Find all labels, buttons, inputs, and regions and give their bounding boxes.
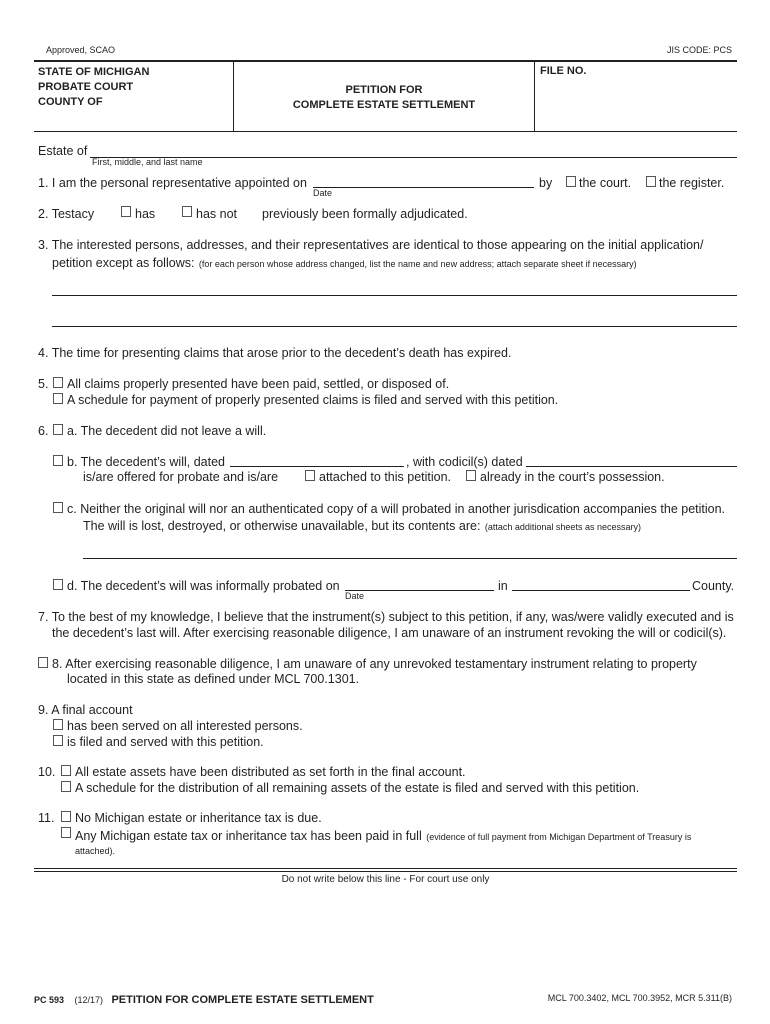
estate-name-caption: First, middle, and last name xyxy=(92,157,203,167)
item10-opt-b: A schedule for the distribution of all remaining assets of the estate is filed and served with this petition. xyxy=(75,781,640,795)
footer-refs: MCL 700.3402, MCL 700.3952, MCR 5.311(B) xyxy=(547,993,732,1003)
item1-court-label: the court. xyxy=(579,176,632,190)
item6c-answer-line[interactable] xyxy=(83,558,737,559)
item6c-line2: The will is lost, destroyed, or otherwise unavailable, but its contents are: (attach additional sheets as necessary) xyxy=(83,519,641,533)
item2-has-label: has xyxy=(135,207,156,221)
item9-opt-b: is filed and served with this petition. xyxy=(67,735,264,749)
item1-date-caption: Date xyxy=(313,188,333,198)
item5-num: 5. xyxy=(38,377,49,391)
item6d-in: in xyxy=(498,579,508,593)
form-title-line1: PETITION FOR xyxy=(345,84,423,96)
item8-line2: located in this state as defined under MCL 700.1301. xyxy=(67,672,360,686)
item11-note-end: attached). xyxy=(75,846,116,856)
item9-opt-a-checkbox[interactable] xyxy=(53,719,63,730)
item7-line2: the decedent’s last will. After exercising reasonable diligence, I am unaware of an instrument revoking the will or codicil(s). xyxy=(52,626,727,640)
court-use-label: Do not write below this line - For court use only xyxy=(281,874,490,885)
item8-checkbox[interactable] xyxy=(38,657,48,668)
court-use-rule-bottom xyxy=(34,871,737,872)
footer-form-no: PC 593 xyxy=(34,995,65,1005)
form-title xyxy=(234,83,534,113)
item2-has-checkbox[interactable] xyxy=(121,206,131,217)
item6d-county: County. xyxy=(692,579,735,593)
footer-form-id xyxy=(34,990,374,1008)
item2-has-not-label: has not xyxy=(196,207,238,221)
item3-line2: petition except as follows: (for each person whose address changed, list the name and new address; attach separate sheet if necessary) xyxy=(52,256,637,270)
header-bottom-rule xyxy=(34,131,737,132)
item6b-checkbox[interactable] xyxy=(53,455,63,466)
item10-opt-a-checkbox[interactable] xyxy=(61,765,71,776)
item6b-possession-checkbox[interactable] xyxy=(466,470,476,481)
item1-text: 1. I am the personal representative appointed on xyxy=(38,176,307,190)
item6c-line1: c. Neither the original will nor an authenticated copy of a will probated in another jurisdication accompanies the petition. xyxy=(67,502,726,516)
item11-num: 11. xyxy=(38,811,55,825)
item6b-possession-label: already in the court’s possession. xyxy=(480,470,665,484)
item2-tail: previously been formally adjudicated. xyxy=(262,207,468,221)
header-divider-right xyxy=(534,61,535,132)
item1-date-line[interactable] xyxy=(313,187,534,188)
item6-num: 6. xyxy=(38,424,49,438)
item6d-date-caption: Date xyxy=(345,591,365,601)
item6d-date-line[interactable] xyxy=(345,590,494,591)
item6b-attached-label: attached to this petition. xyxy=(319,470,452,484)
court-block xyxy=(38,65,149,110)
item6b-will-date-line[interactable] xyxy=(230,466,404,467)
item3-answer-line2[interactable] xyxy=(52,326,737,327)
item6c-checkbox[interactable] xyxy=(53,502,63,513)
item5-opt-b: A schedule for payment of properly presented claims is filed and served with this petition. xyxy=(67,393,559,407)
item6d-text: d. The decedent’s will was informally probated on xyxy=(67,579,340,593)
item6a-checkbox[interactable] xyxy=(53,424,63,435)
item9-opt-a: has been served on all interested persons. xyxy=(67,719,303,733)
item7-line1: 7. To the best of my knowledge, I believe that the instrument(s) subject to this petition, if any, was/were validly executed and is xyxy=(38,610,734,624)
item3-answer-line1[interactable] xyxy=(52,295,737,296)
item6b-codicil-date-line[interactable] xyxy=(526,466,737,467)
court-line-county: COUNTY OF xyxy=(38,96,103,108)
footer-title: PETITION FOR COMPLETE ESTATE SETTLEMENT xyxy=(111,994,374,1006)
item1-register-label: the register. xyxy=(659,176,725,190)
item5-opt-b-checkbox[interactable] xyxy=(53,393,63,404)
jis-code: JIS CODE: PCS xyxy=(666,45,732,55)
item9-opt-b-checkbox[interactable] xyxy=(53,735,63,746)
item6b-line2: is/are offered for probate and is/are xyxy=(83,470,279,484)
approved-label: Approved, SCAO xyxy=(46,45,116,55)
item11-opt-b-checkbox[interactable] xyxy=(61,827,71,838)
court-line-court: PROBATE COURT xyxy=(38,81,134,93)
item3-line1: 3. The interested persons, addresses, and their representatives are identical to those appearing on the initial application/ xyxy=(38,238,704,252)
item1-court-checkbox[interactable] xyxy=(566,176,576,187)
item6d-county-line[interactable] xyxy=(512,590,690,591)
item10-opt-a: All estate assets have been distributed as set forth in the final account. xyxy=(75,765,466,779)
file-no-label: FILE NO. xyxy=(540,65,587,77)
item1-by: by xyxy=(539,176,553,190)
court-line-state: STATE OF MICHIGAN xyxy=(38,66,150,78)
item5-opt-a-checkbox[interactable] xyxy=(53,377,63,388)
court-use-rule-top xyxy=(34,868,737,869)
item4-text: 4. The time for presenting claims that arose prior to the decedent’s death has expired. xyxy=(38,346,512,360)
item6b-text-b: , with codicil(s) dated xyxy=(406,455,523,469)
item6a-text: a. The decedent did not leave a will. xyxy=(67,424,267,438)
item6b-attached-checkbox[interactable] xyxy=(305,470,315,481)
item2-text: 2. Testacy xyxy=(38,207,95,221)
item5-opt-a: All claims properly presented have been paid, settled, or disposed of. xyxy=(67,377,450,391)
item11-opt-a: No Michigan estate or inheritance tax is due. xyxy=(75,811,322,825)
item11-opt-a-checkbox[interactable] xyxy=(61,811,71,822)
item6b-text-a: b. The decedent’s will, dated xyxy=(67,455,225,469)
item10-opt-b-checkbox[interactable] xyxy=(61,781,71,792)
item6d-checkbox[interactable] xyxy=(53,579,63,590)
item1-register-checkbox[interactable] xyxy=(646,176,656,187)
item2-has-not-checkbox[interactable] xyxy=(182,206,192,217)
form-title-line2: COMPLETE ESTATE SETTLEMENT xyxy=(292,99,476,111)
footer-rev: (12/17) xyxy=(74,995,104,1005)
item10-num: 10. xyxy=(38,765,56,779)
item8-line1: 8. After exercising reasonable diligence, I am unaware of any unrevoked testamentary instrument relating to property xyxy=(52,657,697,671)
header-top-rule xyxy=(34,60,737,62)
estate-label: Estate of xyxy=(38,144,88,158)
item9-text: 9. A final account xyxy=(38,703,133,717)
item11-opt-b: Any Michigan estate tax or inheritance tax has been paid in full (evidence of full payment from Michigan Department of Treasury is xyxy=(75,829,692,843)
